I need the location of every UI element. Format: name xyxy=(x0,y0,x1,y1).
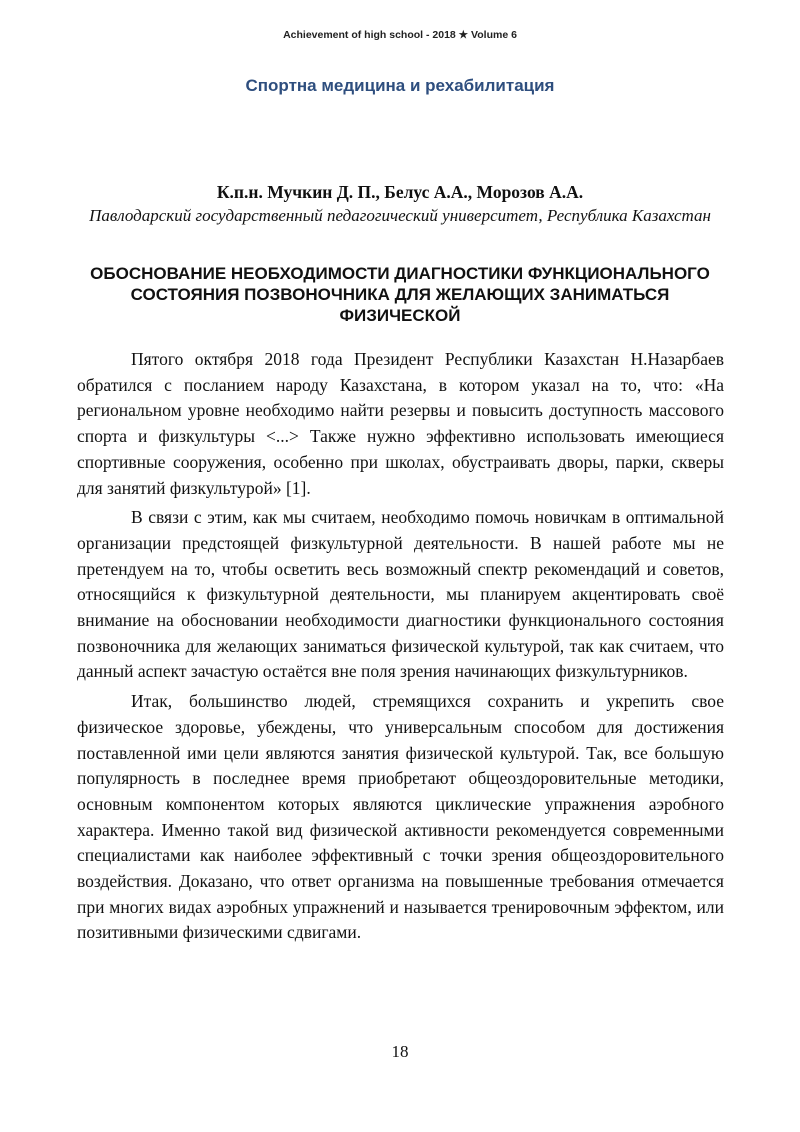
authors: К.п.н. Мучкин Д. П., Белус А.А., Морозов А.А. xyxy=(216,182,584,202)
section-title: Спортна медицина и рехабилитация xyxy=(245,76,555,95)
article-body xyxy=(77,347,724,950)
running-header: Achievement of high school - 2018 ★ Volume 6 xyxy=(283,29,517,41)
page-number: 18 xyxy=(391,1042,409,1061)
affiliation: Павлодарский государственный педагогический университет, Республика Казахстан xyxy=(89,206,711,225)
paragraph: Пятого октября 2018 года Президент Республики Казахстан Н.Назарбаев обратился с посланием народу Казахстана, в котором указал на то, что: «На региональном уровне необходимо найти резервы и повысить доступность массового спорта и физкультуры <...> Также нужно эффективно использовать имеющиеся спортивные сооружения, особенно при школах, обустраивать дворы, парки, скверы для занятий физкультурой» [1]. xyxy=(77,349,724,498)
paragraph: Итак, большинство людей, стремящихся сохранить и укрепить свое физическое здоровье, убеждены, что универсальным способом для достижения поставленной ими цели являются занятия физической культурой. Так, все большую популярность в последнее время приобретают общеоздоровительные методики, основным компонентом которых являются циклические упражнения аэробного характера. Именно такой вид физической активности рекомендуется современными специалистами как наиболее эффективный с точки зрения общеоздоровительного воздействия. Доказано, что ответ организма на повышенные требования отмечается при многих видах аэробных упражнений и называется тренировочным эффектом, или позитивными физическими сдвигами. xyxy=(77,691,724,943)
paragraph: В связи с этим, как мы считаем, необходимо помочь новичкам в оптимальной организации предстоящей физкультурной деятельности. В нашей работе мы не претендуем на то, чтобы осветить весь возможный спектр рекомендаций и советов, относящийся к физкультурной деятельности, мы планируем акцентировать своё внимание на обосновании необходимости диагностики функционального состояния позвоночника для желающих заниматься физической культурой, так как считаем, что данный аспект зачастую остаётся вне поля зрения начинающих физкультурников. xyxy=(77,507,724,682)
article-title: ОБОСНОВАНИЕ НЕОБХОДИМОСТИ ДИАГНОСТИКИ ФУНКЦИОНАЛЬНОГО СОСТОЯНИЯ ПОЗВОНОЧНИКА ДЛЯ ЖЕЛАЮЩИХ ЗАНИМАТЬСЯ ФИЗИЧЕСКОЙ xyxy=(90,264,710,325)
